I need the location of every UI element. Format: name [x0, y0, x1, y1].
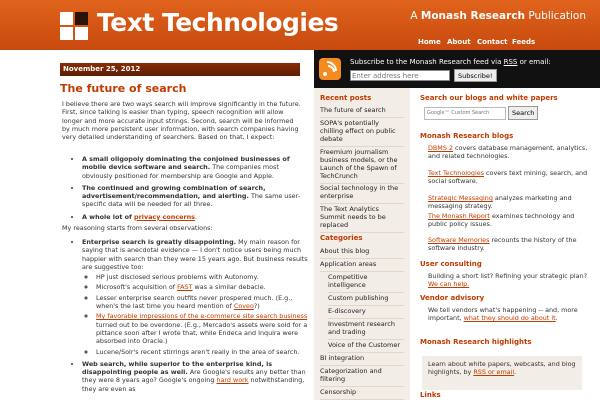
list-item-text: My main reason for saying that is anecdotal evidence — I don't notice users being much happier with search than they were 15 years ago. But business results are suggestive too:: [82, 238, 308, 271]
blog-entry: [428, 236, 590, 252]
list-item: [82, 360, 310, 393]
dbms2-link[interactable]: DBMS 2: [428, 144, 453, 152]
list-item: [82, 213, 310, 221]
nav-feeds[interactable]: Feeds: [512, 38, 536, 46]
highlights-desc-end: .: [514, 368, 517, 376]
recent-post-item[interactable]: The future of search: [320, 106, 404, 118]
consulting-text: [428, 272, 590, 288]
vendor-desc-end: .: [555, 314, 558, 322]
sub-text: turned out to be overdone. (E.g., Mercado's assets were sold for a pittance soon after I wrote that, while Endeca and Inquira were absorbed into Oracle.): [96, 320, 308, 346]
hard-work-link[interactable]: hard work: [216, 376, 249, 385]
site-title[interactable]: Text Technologies: [97, 8, 339, 37]
software-memories-link[interactable]: Software Memories: [428, 236, 490, 244]
categories-heading: Categories: [320, 234, 363, 242]
fast-link[interactable]: FAST: [177, 283, 193, 292]
rss-icon[interactable]: [319, 58, 341, 80]
search-input[interactable]: Google™ Custom Search: [424, 107, 506, 120]
subscribe-label: Subscribe to the Monash Research feed via: [350, 58, 504, 66]
sub-list-item: [96, 294, 310, 311]
list-item: [82, 238, 310, 356]
sub-text: was a similar debacle.: [192, 283, 266, 292]
nav-contact[interactable]: Contact: [477, 38, 508, 46]
publication-suffix: Publication: [525, 10, 586, 22]
blog-desc: covers database management, analytics, and related technologies.: [428, 144, 588, 160]
vendor-heading: Vendor advisory: [420, 294, 485, 302]
recent-post-item[interactable]: Social technology in the enterprise: [320, 184, 404, 204]
sub-text: Microsoft's acquisition of: [96, 283, 178, 292]
consulting-desc: Building a short list? Refining your strategic plan?: [428, 272, 588, 280]
rss-link[interactable]: RSS: [503, 58, 518, 66]
recent-posts-heading: Recent posts: [320, 94, 372, 102]
sub-text: ?): [253, 302, 260, 311]
search-button[interactable]: Search: [508, 106, 538, 120]
monash-report-link[interactable]: The Monash Report: [428, 212, 490, 220]
strategic-messaging-link[interactable]: Strategic Messaging: [428, 194, 493, 202]
vendor-advice-link[interactable]: what they should do about it: [463, 314, 556, 322]
recent-post-item[interactable]: SOPA's potentially chilling effect on public debate: [320, 119, 404, 147]
subscribe-label-after: or email:: [517, 58, 551, 66]
category-item[interactable]: Categorization and filtering: [320, 367, 404, 387]
list-item-bold: The continued and growing combination of search, advertisement/recommendation, and alerting.: [82, 183, 266, 201]
reasoning-text: My reasoning starts from several observations:: [62, 224, 213, 232]
category-item[interactable]: Application areas: [320, 260, 404, 272]
subcategory-item[interactable]: Competitive intelligence: [328, 273, 404, 293]
recent-post-item[interactable]: Freemium journalism business models, or the Launch of the Spawn of TechCrunch: [320, 148, 404, 184]
category-item[interactable]: Censorship: [320, 388, 404, 400]
list-item-bold: Enterprise search is greatly disappointing.: [82, 238, 237, 246]
blog-desc: examines technology and public policy issues.: [428, 212, 575, 228]
subcategory-item[interactable]: Investment research and trading: [328, 320, 404, 340]
links-heading: Links: [420, 391, 441, 399]
blog-desc: covers text mining, search, and social software.: [428, 169, 588, 185]
blog-desc: analyzes marketing and messaging strategy.: [428, 194, 572, 210]
middle-sidebar: [314, 88, 410, 400]
blog-entry: [428, 169, 590, 185]
post-intro: I believe there are two ways search will improve significantly in the future. First, since talking is easier than typing, speech recognition will allow longer and more accurate input strings. Second, search will be informed by much more persistent user information, with search companies having very detailed understanding of searchers. Based on that, I expect:: [62, 100, 301, 142]
subcategory-item[interactable]: E-discovery: [328, 307, 404, 319]
rss-or-email-link[interactable]: RSS or email: [473, 368, 515, 376]
list-item-text: Are Google's results any better than they were 8 years ago? Google's ongoing: [82, 368, 306, 385]
email-field[interactable]: [350, 70, 450, 81]
sub-list-item: ◦ HP just disclosed serious problems with Autonomy.: [96, 273, 310, 281]
post-title[interactable]: The future of search: [60, 82, 187, 95]
ecommerce-search-link[interactable]: My favorable impressions of the e-commerce site search business: [96, 312, 308, 321]
coveo-link[interactable]: Coveo: [233, 302, 254, 311]
list-item: [82, 184, 310, 209]
subscribe-text: [350, 58, 551, 66]
sub-text: Lesser enterprise search outfits never prospered much. (E.g., when's the last time you heard mention of: [96, 293, 293, 311]
list-item: [82, 155, 310, 180]
highlights-heading: Monash Research highlights: [420, 338, 532, 346]
main-nav: [0, 32, 600, 50]
subscribe-bar: [314, 50, 600, 88]
vendor-text: [428, 306, 590, 322]
subcategory-item[interactable]: Voice of the Customer: [328, 341, 404, 353]
sub-list-item: ◦ Lucene/Solr's recent stirrings aren't really in the area of search.: [96, 348, 310, 356]
list-item-text: The same user-specific data will be needed for all three.: [82, 192, 301, 209]
highlights-desc: Learn about white papers, webcasts, and blog highlights, by: [428, 360, 576, 376]
search-heading: Search our blogs and white papers: [420, 94, 558, 102]
vendor-desc: We tell vendors what's happening -- and, more important,: [428, 306, 578, 322]
sub-list-item: [96, 312, 310, 345]
expectations-list: [74, 155, 310, 225]
sub-list-item: [96, 283, 310, 291]
publication-tagline: [410, 10, 586, 22]
blog-entry: [428, 144, 590, 160]
category-item[interactable]: About this blog: [320, 247, 404, 259]
publication-prefix: A: [410, 10, 421, 22]
observations-list: [74, 238, 310, 397]
list-item-text: .: [194, 212, 198, 221]
blog-entry: [428, 194, 590, 210]
list-item-bold: A small oligopoly dominating the conjoined businesses of mobile device software and search.: [82, 155, 290, 172]
nav-about[interactable]: About: [447, 38, 471, 46]
blog-desc: recounts the history of the software industry.: [428, 236, 577, 252]
site-header: [0, 0, 600, 50]
list-item-text: notwithstanding, they are even as: [82, 376, 305, 393]
blogs-heading: Monash Research blogs: [420, 132, 514, 140]
subcategory-item[interactable]: Custom publishing: [328, 294, 404, 306]
list-item-bold: A whole lot of: [82, 212, 135, 221]
post-date: November 25, 2012: [63, 65, 141, 73]
list-item-bold: Web search, while superior to the enterprise kind, is disappointing people as well.: [82, 359, 273, 377]
category-item[interactable]: BI integration: [320, 354, 404, 366]
highlights-text: [428, 360, 578, 376]
subscribe-button[interactable]: Subscribe!: [454, 69, 497, 82]
highlights-box: [422, 356, 582, 390]
privacy-concerns-link[interactable]: privacy concerns: [134, 212, 195, 221]
post-date-bar: [60, 63, 300, 76]
list-item-text: The companies most obviously positioned for membership are Google and Apple.: [82, 163, 279, 180]
recent-post-item[interactable]: The Text Analytics Summit needs to be replaced: [320, 205, 404, 233]
we-can-help-link[interactable]: We can help.: [428, 280, 470, 288]
blog-entry: [428, 212, 590, 228]
sub-list: [82, 273, 310, 356]
nav-home[interactable]: Home: [418, 38, 441, 46]
text-technologies-link[interactable]: Text Technologies: [428, 169, 485, 177]
consulting-heading: User consulting: [420, 260, 482, 268]
publication-brand[interactable]: Monash Research: [420, 10, 526, 22]
